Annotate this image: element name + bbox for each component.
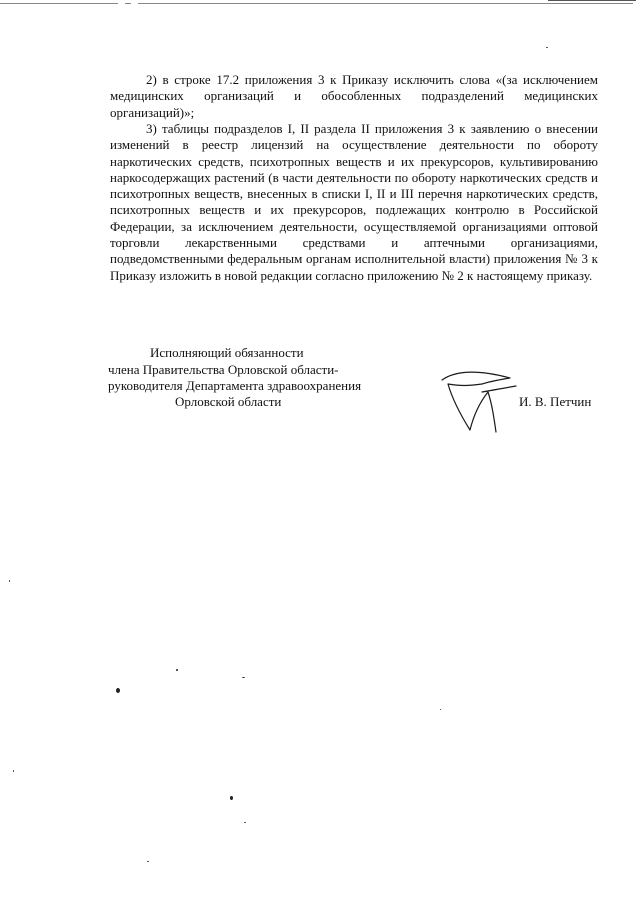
scan-speck [9, 580, 10, 582]
scan-speck [147, 861, 149, 862]
signatory-name: И. В. Петчин [519, 394, 592, 409]
signatory-title-line-3: руководителя Департамента здравоохранения [108, 378, 362, 393]
scan-edge-artifact [0, 3, 640, 5]
paragraph-item-3: 3) таблицы подразделов I, II раздела II приложения 3 к заявлению о внесении изменений в реестр лицензий на осуществление деятельности по обороту наркотических средств, психотропных веществ и их прекурсоров, культивированию наркосодержащих растений (в части деятельности по обороту наркотических средств и психотропных веществ, внесенных в списки I, II и III перечня наркотических средств, психотропных веществ и их прекурсоров, подлежащих контролю в Российской Федерации, за исключением деятельности, осуществляемой организациями оптовой торговли лекарственными средствами и аптечными организациями, подведомственными федеральным органам исполнительной власти) приложения № 3 к Приказу изложить в новой редакции согласно приложению № 2 к настоящему приказу. [110, 121, 598, 283]
scan-speck [242, 677, 245, 678]
signatory-title-line-1: Исполняющий обязанности [150, 345, 304, 360]
scan-speck [176, 669, 178, 671]
scan-speck [244, 822, 246, 823]
scan-speck [440, 709, 441, 710]
signatory-title-line-4: Орловской области [175, 394, 282, 409]
scan-speck [230, 796, 233, 800]
signatory-title-line-2: члена Правительства Орловской области- [108, 362, 339, 377]
paragraph-item-2: 2) в строке 17.2 приложения 3 к Приказу исключить слова «(за исключением медицинских организаций и обособленных подразделений медицинских организаций)»; [110, 72, 598, 120]
scan-speck [546, 47, 548, 48]
scan-speck [116, 688, 120, 693]
handwritten-signature [438, 366, 520, 436]
scan-speck [13, 770, 14, 772]
